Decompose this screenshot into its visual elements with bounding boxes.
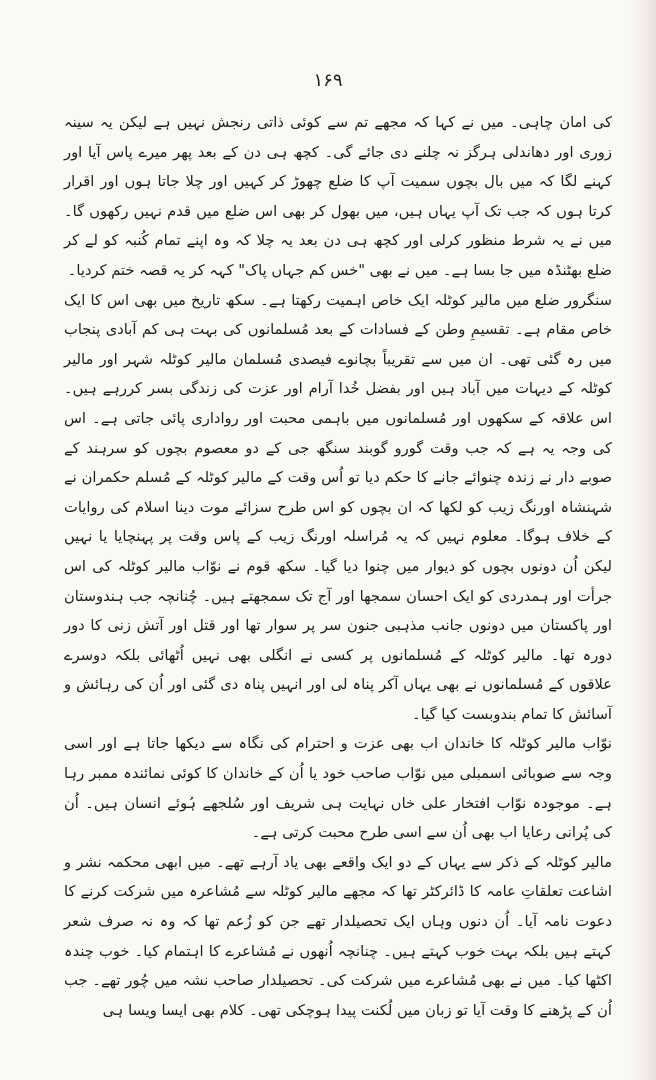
page-edge-shadow xyxy=(630,0,656,1080)
page-number: ۱۶۹ xyxy=(313,70,343,91)
paragraph-4: مالیر کوٹلہ کے ذکر سے یہاں کے دو ایک واقعے بھی یاد آرہے تھے۔ میں ابھی محکمہ نشر و اشاعت تعلقاتِ عامہ کا ڈائرکٹر تھا کہ مجھے مالیر کوٹلہ سے مُشاعرہ میں شرکت کرنے کا دعوت نامہ آیا۔ اُن دنوں وہاں ایک تحصیلدار تھے جن کو زُعم تھا کہ وہ نہ صرف شعر کہتے ہیں بلکہ بہت خوب کہتے ہیں۔ چنانچہ اُنھوں نے مُشاعرے کا اہتمام کیا۔ خوب چندہ اکٹھا کیا۔ میں نے بھی مُشاعرے میں شرکت کی۔ تحصیلدار صاحب نشہ میں چُور تھے۔ جب اُن کے پڑھنے کا وقت آیا تو زبان میں لُکنت پیدا ہوچکی تھی۔ کلام بھی ایسا ویسا ہی xyxy=(64,853,612,1019)
paragraph-2: سنگرور ضلع میں مالیر کوٹلہ ایک خاص اہمیت رکھتا ہے۔ سکھ تاریخ میں بھی اس کا ایک خاص مقام ہے۔ تقسیمِ وطن کے فسادات کے بعد مُسلمانوں کی بہت ہی کم آبادی پنجاب میں رہ گئی تھی۔ ان میں سے تقریباً بچانوے فیصدی مُسلمان مالیر کوٹلہ شہر اور مالیر کوٹلہ کے دیہات میں آباد ہیں اور بفضل خُدا آرام اور عزت کی زندگی بسر کررہے ہیں۔ اس علاقہ کے سکھوں اور مُسلمانوں میں باہمی محبت اور رواداری پائی جاتی ہے۔ اس کی وجہ یہ ہے کہ جب وقت گورو گوبند سنگھ جی کے دو معصوم بچوں کو سرہند کے صوبے دار نے زندہ چنوائے جانے کا حکم دیا تو اُس وقت کے مالیر کوٹلہ کے مُسلم حکمران نے شہنشاہ اورنگ زیب کو لکھا کہ ان بچوں کو اس طرح سزائے موت دینا اسلام کی روایات کے خلاف ہوگا۔ معلوم نہیں کہ یہ مُراسلہ اورنگ زیب کے پاس وقت پر پہنچایا یا نہیں لیکن اُن دونوں بچوں کو دیوار میں چنوا دیا گیا۔ سکھ قوم نے نوّاب مالیر کوٹلہ کی اس جرأت اور ہمدردی کو ایک احسان سمجھا اور آج تک سمجھتے ہیں۔ چُنانچہ جب ہندوستان اور پاکستان میں دونوں جانب مذہبی جنون سر پر سوار تھا اور قتل اور آتش زنی کا دور دورہ تھا۔ مالیر کوٹلہ کے مُسلمانوں پر کسی نے انگلی بھی نہیں اُٹھائی بلکہ دوسرے علاقوں کے مُسلمانوں نے بھی یہاں آکر پناہ لی اور انہیں پناہ دی گئی اور اُن کی رہائش و آسائش کا تمام بندوبست کیا گیا۔ xyxy=(64,291,612,723)
paragraph-1: کی امان چاہی۔ میں نے کہا کہ مجھے تم سے کوئی ذاتی رنجش نہیں ہے لیکن یہ سینہ زوری اور دھاندلی ہرگز نہ چلنے دی جائے گی۔ کچھ ہی دن کے بعد پھر میرے پاس آیا اور کہنے لگا کہ میں بال بچوں سمیت آپ کا ضلع چھوڑ کر کہیں اور چلا جاتا ہوں اور اقرار کرتا ہوں کہ جب تک آپ یہاں ہیں، میں بھول کر بھی اس ضلع میں قدم نہیں رکھوں گا۔ میں نے یہ شرط منظور کرلی اور کچھ ہی دن بعد یہ چلا کہ وہ اپنے تمام کُنبہ کو لے کر ضلع بھٹنڈہ میں جا بسا ہے۔ میں نے بھی "خس کم جہاں پاک" کہہ کر یہ قصہ ختم کردیا۔ xyxy=(64,114,612,279)
body-text xyxy=(64,108,612,1025)
paragraph-3: نوّاب مالیر کوٹلہ کا خاندان اب بھی عزت و احترام کی نگاہ سے دیکھا جاتا ہے اور اسی وجہ سے صوبائی اسمبلی میں نوّاب صاحب خود یا اُن کے خاندان کا کوئی نمائندہ ممبر رہا ہے۔ موجودہ نوّاب افتخار علی خاں نہایت ہی شریف اور سُلجھے ہُوئے انسان ہیں۔ اُن کی پُرانی رعایا اب بھی اُن سے اسی طرح محبت کرتی ہے۔ xyxy=(64,735,612,842)
